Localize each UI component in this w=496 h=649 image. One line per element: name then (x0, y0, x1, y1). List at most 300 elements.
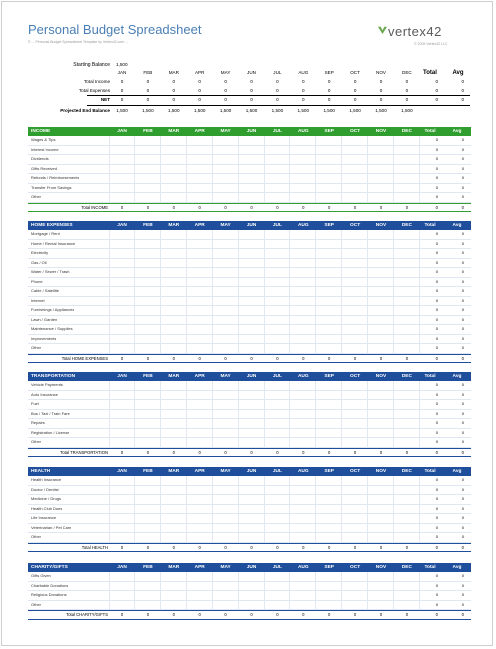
grid-line (341, 297, 342, 306)
grid-line (212, 146, 213, 155)
grid-line (238, 410, 239, 419)
grid-line (264, 174, 265, 183)
section-total-value: 0 (120, 449, 124, 455)
item-label: Medicine / Drugs (31, 496, 62, 501)
grid-line (160, 146, 161, 155)
grid-line (315, 572, 316, 581)
grid-line (289, 174, 290, 183)
grid-line (134, 419, 135, 428)
grid-line (419, 381, 420, 390)
grid-line (134, 514, 135, 523)
grid-line (367, 400, 368, 409)
section-title: HOME EXPENSES (31, 223, 73, 228)
grid-line (264, 495, 265, 504)
item-total: 0 (435, 534, 438, 539)
grid-line (238, 259, 239, 268)
grid-line (186, 165, 187, 174)
summary-month-header (28, 69, 471, 77)
grid-line (186, 486, 187, 495)
section-month-jan: JAN (117, 565, 127, 570)
grid-line (186, 410, 187, 419)
grid-line (109, 572, 110, 581)
item-avg: 0 (461, 592, 464, 597)
grid-line (315, 316, 316, 325)
grid-line (238, 344, 239, 353)
grid-line (160, 486, 161, 495)
grid-line (264, 335, 265, 344)
section-item-row[interactable] (28, 572, 471, 582)
grid-line (134, 240, 135, 249)
grid-line (160, 524, 161, 533)
section-item-row[interactable] (28, 391, 471, 401)
item-avg: 0 (461, 326, 464, 331)
summary-value: 0 (327, 88, 331, 93)
grid-line (109, 335, 110, 344)
grid-line (289, 268, 290, 277)
grid-line (315, 486, 316, 495)
starting-balance-value[interactable]: 1,500 (116, 62, 128, 67)
section-grand-total: 0 (435, 544, 438, 550)
section-month-apr: APR (194, 374, 205, 379)
grid-line (289, 306, 290, 315)
section-item-row[interactable] (28, 136, 471, 146)
grid-line (160, 582, 161, 591)
summary-value: 0 (379, 88, 383, 93)
item-avg: 0 (461, 524, 464, 530)
section-item-row[interactable] (28, 601, 471, 611)
grid-line (289, 297, 290, 306)
section-item-row[interactable] (28, 184, 471, 194)
summary-month-apr: APR (194, 70, 205, 75)
item-label: Gifts Given (31, 573, 51, 578)
grid-line (367, 495, 368, 504)
section-item-row[interactable] (28, 429, 471, 439)
item-label: Home / Rental Insurance (31, 240, 76, 246)
section-item-row[interactable] (28, 344, 471, 354)
section-month-jun: JUN (246, 374, 257, 379)
section-item-row[interactable] (28, 325, 471, 335)
grid-line (367, 230, 368, 239)
section-total-header: Total (424, 374, 436, 379)
grid-line (238, 582, 239, 591)
grid-line (264, 344, 265, 353)
section-transport (28, 372, 471, 457)
grid-line (264, 410, 265, 419)
grid-line (289, 438, 290, 447)
grid-line (109, 505, 110, 514)
grid-line (109, 184, 110, 193)
grid-line (289, 514, 290, 523)
section-header-home (28, 221, 471, 230)
grid-line (393, 259, 394, 268)
grid-line (109, 601, 110, 610)
item-avg: 0 (461, 297, 464, 303)
grid-line (160, 268, 161, 277)
section-item-row[interactable] (28, 591, 471, 601)
grid-line (238, 476, 239, 485)
summary-value: 0 (353, 97, 357, 102)
section-item-row[interactable] (28, 582, 471, 592)
grid-line (393, 278, 394, 287)
section-bottom-line (28, 619, 471, 620)
grid-line (238, 184, 239, 193)
grid-line (289, 476, 290, 485)
grid-line (109, 240, 110, 249)
grid-line (134, 259, 135, 268)
item-total: 0 (435, 326, 438, 331)
section-month-may: MAY (220, 223, 231, 228)
grid-line (212, 391, 213, 400)
grid-line (315, 325, 316, 334)
projected-value: 1,500 (116, 108, 128, 113)
grid-line (419, 429, 420, 438)
summary-value: 0 (198, 88, 201, 93)
section-month-may: MAY (220, 565, 231, 570)
section-total-value: 0 (172, 204, 175, 210)
section-total-value: 0 (198, 204, 201, 210)
grid-line (264, 391, 265, 400)
section-item-row[interactable] (28, 419, 471, 429)
grid-line (341, 165, 342, 174)
grid-line (186, 316, 187, 325)
section-month-jun: JUN (246, 129, 257, 134)
grid-line (289, 287, 290, 296)
section-item-row[interactable] (28, 297, 471, 307)
summary-value: 0 (250, 88, 253, 93)
section-total-value: 0 (379, 449, 383, 455)
item-label: Bus / Taxi / Train Fare (31, 410, 70, 416)
grid-line (186, 287, 187, 296)
grid-line (212, 165, 213, 174)
grid-line (393, 476, 394, 485)
section-item-row[interactable] (28, 268, 471, 278)
grid-line (341, 582, 342, 591)
item-avg: 0 (461, 146, 464, 152)
item-total: 0 (435, 250, 438, 255)
section-home (28, 221, 471, 363)
grid-line (341, 174, 342, 183)
grid-line (367, 287, 368, 296)
grid-line (238, 505, 239, 514)
grid-line (289, 146, 290, 155)
section-item-row[interactable] (28, 259, 471, 269)
grid-line (264, 278, 265, 287)
grid-line (393, 514, 394, 523)
grid-line (109, 136, 110, 145)
grid-line (160, 287, 161, 296)
grid-line (238, 230, 239, 239)
grid-line (160, 438, 161, 447)
section-item-row[interactable] (28, 524, 471, 534)
grid-line (186, 591, 187, 600)
grid-line (238, 419, 239, 428)
section-total-row (28, 543, 471, 553)
item-avg: 0 (461, 505, 464, 511)
grid-line (212, 495, 213, 504)
grid-line (134, 495, 135, 504)
grid-line (264, 240, 265, 249)
section-header-transport (28, 372, 471, 381)
grid-line (109, 582, 110, 591)
section-month-oct: OCT (350, 129, 361, 134)
summary-month-aug: AUG (298, 70, 309, 75)
item-label: Gifts Received (31, 165, 58, 171)
grid-line (289, 155, 290, 164)
grid-line (367, 136, 368, 145)
grid-line (393, 438, 394, 447)
section-month-nov: NOV (375, 565, 387, 570)
grid-line (315, 240, 316, 249)
section-month-jun: JUN (246, 469, 257, 474)
projected-value: 1,500 (193, 108, 206, 113)
item-avg: 0 (461, 335, 464, 341)
section-month-sep: SEP (324, 223, 334, 228)
grid-line (315, 429, 316, 438)
grid-line (419, 591, 420, 600)
grid-line (186, 240, 187, 249)
summary-value: 0 (353, 88, 357, 93)
summary-value: 0 (302, 97, 305, 102)
grid-line (419, 391, 420, 400)
grid-line (341, 533, 342, 542)
grid-line (289, 230, 290, 239)
item-total: 0 (435, 194, 438, 199)
summary-value: 0 (405, 88, 409, 93)
grid-line (264, 419, 265, 428)
summary-value: 0 (379, 79, 383, 84)
section-total-value: 0 (353, 544, 357, 550)
grid-line (315, 249, 316, 258)
grid-line (186, 278, 187, 287)
grid-line (367, 297, 368, 306)
grid-line (109, 438, 110, 447)
section-total-value: 0 (120, 204, 124, 210)
section-total-value: 0 (276, 449, 279, 455)
section-month-jun: JUN (246, 565, 257, 570)
section-total-row (28, 354, 471, 364)
section-grand-total: 0 (435, 355, 438, 361)
section-total-value: 0 (224, 544, 227, 550)
page-subtitle: © ... Personal Budget Spreadsheet Template by Vertex42.com ... (28, 40, 129, 44)
section-item-row[interactable] (28, 174, 471, 184)
grid-line (393, 174, 394, 183)
grid-line (393, 429, 394, 438)
item-avg: 0 (461, 156, 464, 161)
section-total-value: 0 (405, 355, 409, 361)
section-item-row[interactable] (28, 306, 471, 316)
grid-line (341, 601, 342, 610)
grid-line (289, 259, 290, 268)
section-total-value: 0 (405, 612, 409, 617)
grid-line (238, 306, 239, 315)
section-item-row[interactable] (28, 155, 471, 165)
grid-line (393, 268, 394, 277)
grid-line (341, 325, 342, 334)
item-avg: 0 (461, 391, 464, 397)
section-total-value: 0 (379, 204, 383, 210)
grid-line (419, 146, 420, 155)
section-avg-header: Avg (452, 223, 462, 228)
grid-line (160, 278, 161, 287)
grid-line (419, 165, 420, 174)
section-item-row[interactable] (28, 505, 471, 515)
grid-line (341, 306, 342, 315)
section-total-label: Total HOME EXPENSES (61, 355, 108, 361)
spreadsheet-page (1, 1, 493, 646)
grid-line (160, 381, 161, 390)
section-item-row[interactable] (28, 316, 471, 326)
grid-line (238, 438, 239, 447)
item-avg: 0 (461, 278, 464, 284)
section-total-value: 0 (353, 204, 357, 210)
section-total-value: 0 (405, 544, 409, 550)
section-item-row[interactable] (28, 410, 471, 420)
grid-line (264, 165, 265, 174)
section-total-value: 0 (302, 204, 305, 210)
grid-line (289, 325, 290, 334)
item-total: 0 (435, 165, 438, 171)
section-month-feb: FEB (143, 469, 153, 474)
grid-line (367, 240, 368, 249)
grid-line (393, 193, 394, 202)
grid-line (212, 381, 213, 390)
item-label: Lawn / Garden (31, 316, 58, 322)
summary-month-jan: JAN (117, 70, 127, 75)
item-avg: 0 (461, 477, 464, 482)
section-total-value: 0 (146, 204, 150, 210)
starting-balance-label: Starting Balance (73, 62, 110, 68)
section-header-health (28, 467, 471, 476)
grid-line (160, 174, 161, 183)
grid-line (367, 514, 368, 523)
grid-line (238, 381, 239, 390)
grid-line (367, 146, 368, 155)
grid-line (419, 268, 420, 277)
grid-line (186, 381, 187, 390)
grid-line (419, 136, 420, 145)
grid-line (238, 268, 239, 277)
section-item-row[interactable] (28, 240, 471, 250)
summary-month-dec: DEC (402, 70, 412, 75)
section-item-row[interactable] (28, 230, 471, 240)
section-total-value: 0 (302, 544, 305, 550)
item-label: Doctor / Dentist (31, 486, 59, 492)
grid-line (134, 136, 135, 145)
grid-line (109, 193, 110, 202)
grid-line (264, 316, 265, 325)
section-total-value: 0 (198, 355, 201, 361)
item-avg: 0 (461, 307, 464, 312)
grid-line (341, 505, 342, 514)
grid-line (419, 174, 420, 183)
section-item-row[interactable] (28, 165, 471, 175)
grid-line (212, 249, 213, 258)
summary-value: 0 (276, 88, 279, 93)
grid-line (212, 136, 213, 145)
item-total: 0 (435, 477, 438, 482)
grid-line (160, 533, 161, 542)
section-item-row[interactable] (28, 287, 471, 297)
section-item-row[interactable] (28, 381, 471, 391)
grid-line (134, 184, 135, 193)
section-item-row[interactable] (28, 476, 471, 486)
grid-line (393, 601, 394, 610)
section-item-row[interactable] (28, 486, 471, 496)
section-total-row (28, 203, 471, 213)
grid-line (393, 419, 394, 428)
summary-value: 0 (327, 79, 331, 84)
section-item-row[interactable] (28, 533, 471, 543)
section-bottom-line (28, 448, 471, 449)
grid-line (393, 297, 394, 306)
grid-line (238, 572, 239, 581)
vertex42-logo: vertex42 (388, 24, 442, 39)
grid-line (419, 316, 420, 325)
grid-line (289, 582, 290, 591)
section-total-value: 0 (120, 355, 124, 361)
grid-line (212, 429, 213, 438)
grid-line (134, 381, 135, 390)
item-label: Religious Donations (31, 592, 67, 597)
grid-line (134, 193, 135, 202)
section-total-value: 0 (302, 355, 305, 361)
section-total-value: 0 (276, 355, 279, 361)
grid-line (109, 268, 110, 277)
grid-line (238, 287, 239, 296)
grid-line (186, 184, 187, 193)
section-item-row[interactable] (28, 400, 471, 410)
section-bottom-line (28, 456, 471, 457)
item-label: Wages & Tips (31, 137, 56, 142)
item-label: Life Insurance (31, 515, 57, 520)
section-avg-header: Avg (452, 374, 462, 379)
grid-line (315, 400, 316, 409)
grid-line (238, 601, 239, 610)
section-total-value: 0 (224, 449, 227, 455)
section-item-row[interactable] (28, 514, 471, 524)
grid-line (212, 306, 213, 315)
grid-line (264, 193, 265, 202)
grid-line (160, 601, 161, 610)
section-item-row[interactable] (28, 438, 471, 448)
grid-line (212, 524, 213, 533)
section-item-row[interactable] (28, 193, 471, 203)
item-avg: 0 (461, 250, 464, 255)
section-item-row[interactable] (28, 146, 471, 156)
grid-line (264, 268, 265, 277)
section-month-mar: MAR (168, 565, 180, 570)
item-total: 0 (435, 505, 438, 511)
section-item-row[interactable] (28, 249, 471, 259)
item-total: 0 (435, 429, 438, 435)
grid-line (264, 184, 265, 193)
grid-line (393, 155, 394, 164)
grid-line (367, 429, 368, 438)
summary-value: 0 (146, 88, 150, 93)
page-title: Personal Budget Spreadsheet (28, 22, 202, 37)
section-total-value: 0 (198, 612, 201, 617)
section-month-oct: OCT (350, 565, 361, 570)
grid-line (186, 429, 187, 438)
section-item-row[interactable] (28, 495, 471, 505)
grid-line (341, 278, 342, 287)
item-total: 0 (435, 307, 438, 312)
grid-line (289, 572, 290, 581)
item-total: 0 (435, 137, 438, 142)
grid-line (264, 533, 265, 542)
section-item-row[interactable] (28, 278, 471, 288)
section-item-row[interactable] (28, 335, 471, 345)
